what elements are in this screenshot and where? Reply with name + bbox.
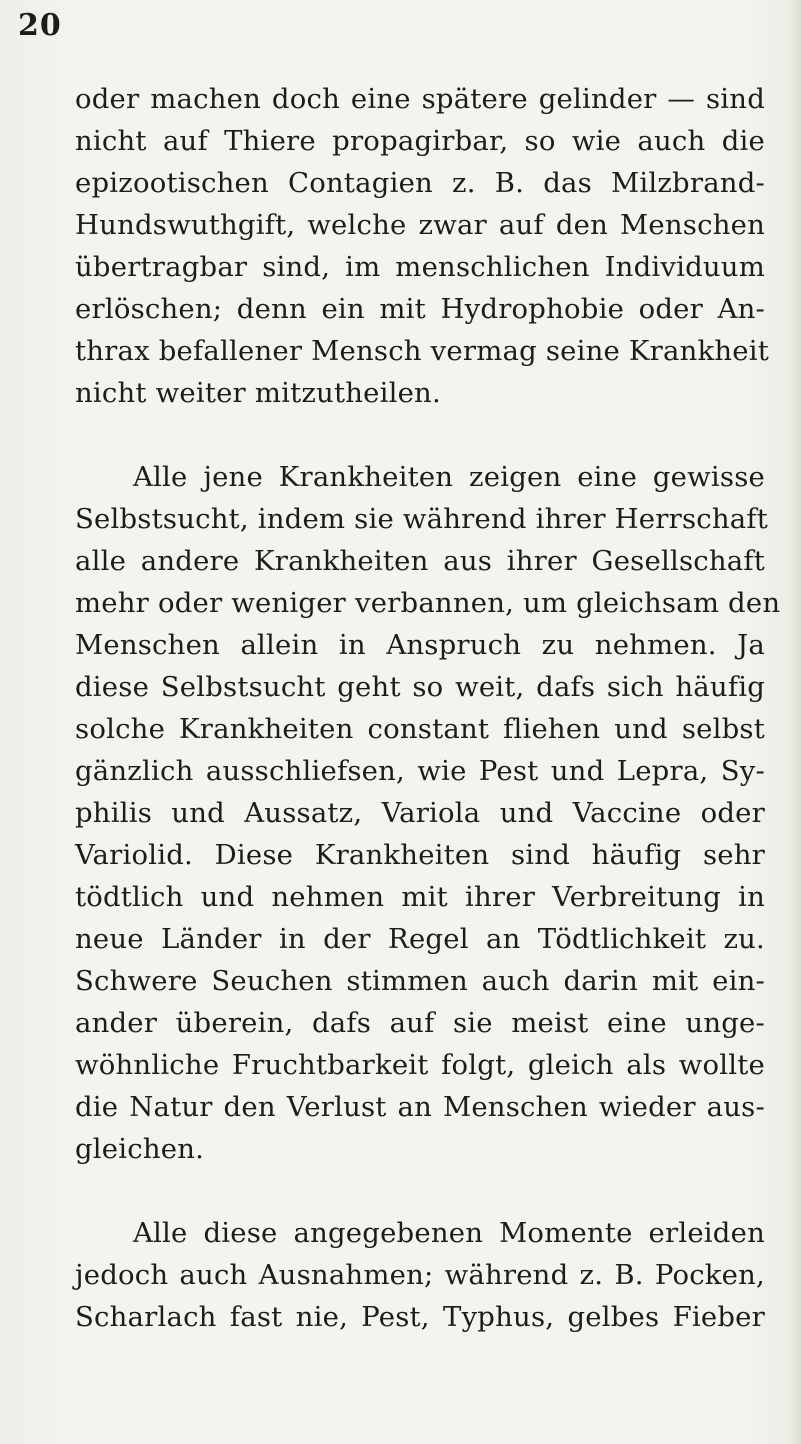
paragraph-3 (75, 1212, 765, 1338)
text-line: nicht auf Thiere propagirbar, so wie auch die (75, 125, 765, 157)
text-line: diese Selbstsucht geht so weit, dafs sich häufig (75, 671, 765, 703)
text-line: nicht weiter mitzutheilen. (75, 377, 441, 409)
text-line: epizootischen Contagien z. B. das Milzbrand- (75, 167, 765, 199)
text-line: Schwere Seuchen stimmen auch darin mit ein- (75, 965, 765, 997)
text-line: alle andere Krankheiten aus ihrer Gesellschaft (75, 545, 765, 577)
text-line: mehr oder weniger verbannen, um gleichsam den (75, 587, 781, 619)
text-line: Hundswuthgift, welche zwar auf den Menschen (75, 209, 765, 241)
text-line: oder machen doch eine spätere gelinder — sind (75, 83, 765, 115)
paragraph-2 (75, 456, 781, 1170)
text-line: Scharlach fast nie, Pest, Typhus, gelbes Fieber (75, 1301, 765, 1333)
text-line: Alle diese angegebenen Momente erleiden (133, 1217, 765, 1249)
body-text (75, 78, 781, 1338)
page-edge-shadow (787, 0, 801, 1444)
text-line: tödtlich und nehmen mit ihrer Verbreitung in (75, 881, 765, 913)
text-line: neue Länder in der Regel an Tödtlichkeit zu. (75, 923, 765, 955)
text-line: Menschen allein in Anspruch zu nehmen. Ja (75, 629, 765, 661)
text-line: die Natur den Verlust an Menschen wieder aus- (75, 1091, 765, 1123)
text-line: wöhnliche Fruchtbarkeit folgt, gleich als wollte (75, 1049, 765, 1081)
text-line: Variolid. Diese Krankheiten sind häufig sehr (75, 839, 765, 871)
text-line: jedoch auch Ausnahmen; während z. B. Pocken, (75, 1259, 765, 1291)
text-line: gleichen. (75, 1133, 205, 1165)
text-line: ander überein, dafs auf sie meist eine unge- (75, 1007, 765, 1039)
text-line: solche Krankheiten constant fliehen und selbst (75, 713, 765, 745)
text-line: erlöschen; denn ein mit Hydrophobie oder An- (75, 293, 765, 325)
text-line: Alle jene Krankheiten zeigen eine gewisse (133, 461, 765, 493)
text-line: philis und Aussatz, Variola und Vaccine oder (75, 797, 765, 829)
text-line: gänzlich ausschliefsen, wie Pest und Lepra, Sy- (75, 755, 765, 787)
text-line: thrax befallener Mensch vermag seine Krankheit (75, 335, 770, 367)
page-number: 20 (18, 8, 62, 43)
paragraph-gap (75, 414, 765, 456)
paragraph-1 (75, 78, 770, 414)
text-line: Selbstsucht, indem sie während ihrer Herrschaft (75, 503, 769, 535)
paragraph-gap (75, 1170, 765, 1212)
text-line: übertragbar sind, im menschlichen Individuum (75, 251, 765, 283)
